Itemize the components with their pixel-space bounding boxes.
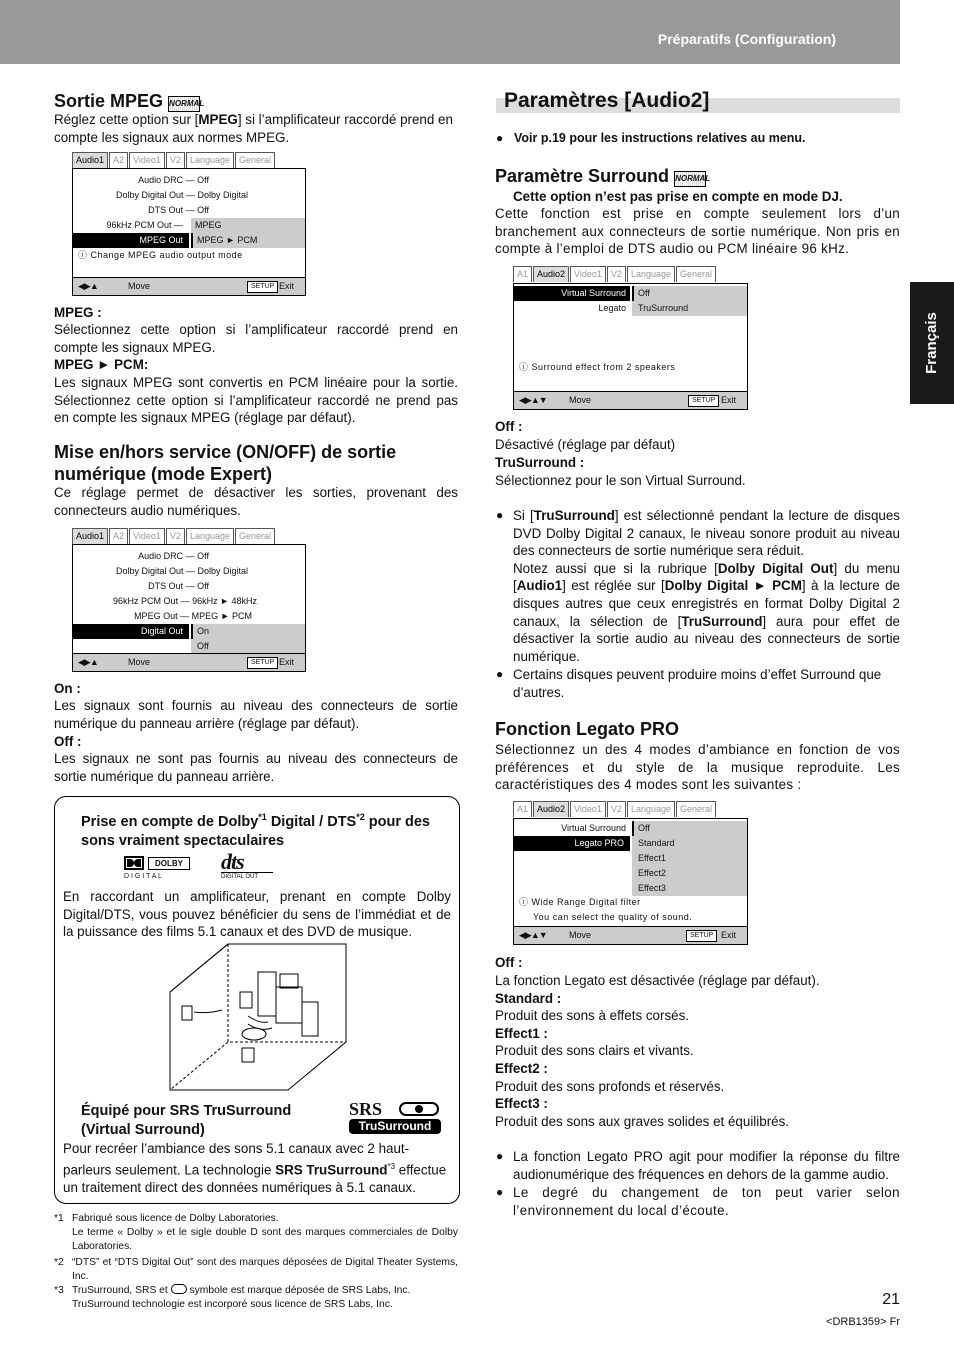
info-icon: ⓘ xyxy=(519,362,529,372)
surround-off-text: Désactivé (réglage par défaut) xyxy=(495,437,676,452)
sortie-mpeg-heading xyxy=(54,90,205,112)
double-d-icon xyxy=(124,856,144,870)
tab-video1[interactable]: Video1 xyxy=(570,801,606,817)
text-part: ] à la lecture de disques autres que ceux enregistrés en format Dolby Digital 2 canaux, la sélection de [ xyxy=(513,578,900,629)
text-part: ] est réglée sur [ xyxy=(562,578,665,594)
osd-option[interactable]: Effect2 xyxy=(632,866,747,881)
tab-a1[interactable]: A1 xyxy=(513,266,532,282)
standard-label xyxy=(495,990,561,1008)
label-text: Effect2 : xyxy=(495,1061,548,1076)
footnote-3-part: symbole est marque déposée de SRS Labs, Inc. xyxy=(186,1285,411,1296)
osd-selected-label[interactable]: Digital Out xyxy=(73,624,189,639)
arrow-keys-icon: ◀▶▲▼ xyxy=(519,395,547,405)
osd-navbar xyxy=(73,653,305,671)
tab-audio1[interactable]: Audio1 xyxy=(72,528,108,544)
tab-language[interactable]: Language xyxy=(627,801,675,817)
move-label: Move xyxy=(128,657,151,667)
label-text: Off : xyxy=(495,955,523,970)
footnote-ref: *3 xyxy=(387,1161,396,1171)
osd-row: DTS Out — Off xyxy=(148,205,209,215)
footnote-number: *2 xyxy=(54,1257,64,1268)
info-icon: ⓘ xyxy=(78,250,88,260)
osd-row-value: MPEG xyxy=(191,218,305,233)
label-text: Standard : xyxy=(495,991,562,1006)
intro-text: Réglez cette option sur [ xyxy=(54,112,199,127)
osd-selected-label[interactable]: Virtual Surround xyxy=(514,286,630,301)
setup-button-icon: SETUP xyxy=(247,657,278,669)
dts-wordmark: dts xyxy=(221,849,244,874)
audio2-title-bar xyxy=(496,88,900,114)
page-title: Paramètres [Audio2] xyxy=(504,89,710,112)
osd-option[interactable]: Standard xyxy=(632,836,747,851)
footnote-1b: Le terme « Dolby » et le sigle double D sont des marques commerciales de Dolby Laboratories. xyxy=(72,1227,458,1252)
tab-audio1[interactable]: Audio1 xyxy=(72,152,108,168)
tab-a2[interactable]: A2 xyxy=(109,528,128,544)
osd-panel xyxy=(72,544,306,672)
tab-language[interactable]: Language xyxy=(627,266,675,282)
surround-bullet-2-text: Certains disques peuvent produire moins d’effet Surround que d’autres. xyxy=(513,667,882,700)
osd-info-2: You can select the quality of sound. xyxy=(533,912,693,922)
text-bold: TruSurround xyxy=(533,508,615,523)
standard-text: Produit des sons à effets corsés. xyxy=(495,1008,690,1023)
menu-note-text: Voir p.19 pour les instructions relatives au menu. xyxy=(514,131,806,145)
surround-heading xyxy=(495,165,711,187)
osd-tabs xyxy=(513,266,717,282)
osd-navbar xyxy=(73,277,305,295)
bullet-icon: ● xyxy=(496,131,504,145)
label-text: Effect1 : xyxy=(495,1026,548,1041)
language-label: Français xyxy=(923,312,941,374)
mpeg-label xyxy=(54,304,102,322)
footnote-number: *3 xyxy=(54,1285,64,1296)
effect3-label xyxy=(495,1095,548,1113)
mpeg-label-text: MPEG : xyxy=(54,305,102,320)
tab-general[interactable]: General xyxy=(235,152,275,168)
setup-button-icon: SETUP xyxy=(688,395,719,407)
move-label: Move xyxy=(128,281,151,291)
osd-selected-label[interactable]: MPEG Out xyxy=(73,233,189,248)
legato-bullet-1-text: La fonction Legato PRO agit pour modifier la réponse du filtre audionumérique des fréquences en dehors de la gamme audio. xyxy=(513,1149,900,1182)
osd-option[interactable]: Effect1 xyxy=(632,851,747,866)
sortie-mpeg-title: Sortie MPEG xyxy=(54,91,164,111)
footnote-ref: *2 xyxy=(356,812,365,822)
osd-row: Audio DRC — Off xyxy=(138,175,209,185)
text-part: ] aura pour effet de désactiver la sortie audio au niveau des connecteurs de sortie numérique. xyxy=(513,613,900,664)
intro-text-2: ] si l’amplificateur raccordé prend en compte les signaux aux normes MPEG. xyxy=(54,112,453,145)
osd-info-text: Wide Range Digital filter xyxy=(531,897,641,907)
tab-v2[interactable]: V2 xyxy=(607,266,626,282)
footnote-3-part: TruSurround, SRS et xyxy=(72,1285,171,1296)
effect3-text: Produit des sons aux graves solides et équilibrés. xyxy=(495,1114,790,1129)
osd-option[interactable]: TruSurround xyxy=(632,301,747,316)
arrow-keys-icon: ◀▶▲ xyxy=(78,281,98,291)
bullet-icon: ● xyxy=(496,1185,504,1199)
on-label-text: On : xyxy=(54,681,81,696)
tab-general[interactable]: General xyxy=(676,266,716,282)
osd-tabs xyxy=(72,152,276,168)
dts-digital-out: DIGITAL OUT xyxy=(221,872,273,881)
srs-text-part: effectue un traitement direct des données numériques à 5.1 canaux. xyxy=(63,1162,447,1195)
srs-trusurround-logo xyxy=(349,1100,443,1136)
osd-row-label: Legato xyxy=(598,303,626,313)
tab-language[interactable]: Language xyxy=(186,152,234,168)
heading-part: pour des sons vraiment spectaculaires xyxy=(81,813,430,849)
move-label: Move xyxy=(569,930,592,940)
srs-text xyxy=(63,1140,451,1196)
osd-info-text: Surround effect from 2 speakers xyxy=(531,362,676,372)
srs-heading: Équipé pour SRS TruSurround (Virtual Surround) xyxy=(81,1103,292,1138)
footnote-number: *1 xyxy=(54,1213,64,1224)
off-text: Les signaux ne sont pas fournis au niveau des connecteurs de sortie numérique du panneau arrière. xyxy=(54,751,458,784)
tab-v2[interactable]: V2 xyxy=(607,801,626,817)
exit-label: Exit xyxy=(721,930,737,940)
heading-part: Digital / DTS xyxy=(266,813,357,830)
tab-a2[interactable]: A2 xyxy=(109,152,128,168)
srs-text-part: Pour recréer l’ambiance des sons 5.1 canaux avec 2 haut-parleurs seulement. La technologie xyxy=(63,1141,410,1178)
surround-title: Paramètre Surround xyxy=(495,166,670,186)
dolby-dts-text: En raccordant un amplificateur, prenant en compte Dolby Digital/DTS, vous pouvez bénéficier du sens de l’immédiat et de la puissance des films 5.1 canaux et des DVD de musique. xyxy=(63,889,451,940)
surround-off-label-text: Off : xyxy=(495,419,523,434)
dj-note-text: Cette option n’est pas prise en compte en mode DJ. xyxy=(513,189,843,204)
srs-circle-icon xyxy=(399,1102,439,1116)
osd-row-value: Off xyxy=(632,821,747,836)
tab-video1[interactable]: Video1 xyxy=(129,152,165,168)
pcm-label xyxy=(54,356,148,374)
surround-intro: Cette fonction est prise en compte seulement lors d’un branchement aux connecteurs de sortie numérique. Non pris en compte à l’emploi de DTS audio ou PCM linéaire 96 kHz. xyxy=(495,206,900,257)
osd-panel xyxy=(72,168,306,296)
off-label-text: Off : xyxy=(54,734,82,749)
trusurround-text: Sélectionnez pour le son Virtual Surround. xyxy=(495,473,746,488)
text-bold: Dolby Digital ► PCM xyxy=(664,578,802,594)
effect2-text: Produit des sons profonds et réservés. xyxy=(495,1079,725,1094)
tab-audio2[interactable]: Audio2 xyxy=(533,801,569,817)
numerique-intro: Ce réglage permet de désactiver les sorties, provenant des connecteurs audio numériques. xyxy=(54,485,458,518)
srs-wordmark: SRS xyxy=(349,1099,383,1119)
info-icon: ⓘ xyxy=(519,897,529,907)
language-tab xyxy=(910,282,954,404)
osd-navbar xyxy=(514,391,747,409)
osd-screen-mpeg xyxy=(72,152,306,296)
osd-row: MPEG Out — MPEG ► PCM xyxy=(134,611,252,621)
osd-tabs xyxy=(513,801,717,817)
mpeg-text: Sélectionnez cette option si l’amplificateur raccordé prend en compte les signaux MPEG. xyxy=(54,322,458,355)
footnote-2: “DTS” et “DTS Digital Out” sont des marques déposées de Digital Theater Systems, Inc. xyxy=(72,1257,458,1282)
document-code: <DRB1359> Fr xyxy=(826,1316,900,1328)
trusurround-label xyxy=(495,454,584,472)
footnote-1: Fabriqué sous licence de Dolby Laboratories. xyxy=(72,1213,279,1224)
dolby-dts-heading xyxy=(81,808,449,851)
text-bold: TruSurround xyxy=(681,613,763,629)
sortie-mpeg-intro xyxy=(54,111,458,146)
text-part: ] du menu [ xyxy=(513,560,900,594)
tab-language[interactable]: Language xyxy=(186,528,234,544)
exit-label: Exit xyxy=(279,657,295,667)
normal-mode-badge: NORMAL xyxy=(674,171,706,187)
osd-navbar xyxy=(514,926,747,944)
bullet-icon: ● xyxy=(496,508,504,522)
legato-heading: Fonction Legato PRO xyxy=(495,719,679,739)
surround-room-illustration xyxy=(168,942,348,1092)
header-bar xyxy=(0,0,900,64)
text-part: Notez aussi que si la rubrique [ xyxy=(513,560,718,576)
osd-row: Dolby Digital Out — Dolby Digital xyxy=(115,566,248,576)
osd-screen-surround xyxy=(513,266,748,410)
osd-selected-value[interactable]: Off xyxy=(632,286,747,301)
surround-off-label xyxy=(495,418,523,436)
osd-selected-label[interactable]: Legato PRO xyxy=(514,836,630,851)
osd-row: Dolby Digital Out — Dolby Digital xyxy=(115,190,248,200)
numerique-heading: Mise en/hors service (ON/OFF) de sortie numérique (mode Expert) xyxy=(54,442,397,484)
effect2-label xyxy=(495,1060,548,1078)
normal-mode-badge: NORMAL xyxy=(168,96,200,112)
osd-option[interactable]: Off xyxy=(191,639,305,654)
legato-off-text: La fonction Legato est désactivée (réglage par défaut). xyxy=(495,973,820,988)
exit-label: Exit xyxy=(279,281,295,291)
move-label: Move xyxy=(569,395,592,405)
osd-screen-digital-out xyxy=(72,528,306,672)
pcm-text: Les signaux MPEG sont convertis en PCM linéaire pour la sortie. Sélectionnez cette option si l’amplificateur raccordé ne prend pas en compte les signaux MPEG (réglage par défaut). xyxy=(54,375,458,426)
footnote-3b: TruSurround technologie est incorporé sous licence de SRS Labs, Inc. xyxy=(72,1299,393,1310)
osd-panel xyxy=(513,283,748,410)
on-label xyxy=(54,680,81,698)
footnote-ref: *1 xyxy=(258,812,267,822)
tab-video1[interactable]: Video1 xyxy=(570,266,606,282)
footnote-3 xyxy=(72,1284,458,1298)
osd-selected-value[interactable]: On xyxy=(191,624,305,639)
intro-bold: MPEG xyxy=(198,112,238,127)
osd-info xyxy=(78,250,243,261)
arrow-keys-icon: ◀▶▲▼ xyxy=(519,930,547,940)
osd-row: 96kHz PCM Out — 96kHz ► 48kHz xyxy=(113,596,257,606)
trusurround-wordmark: TruSurround xyxy=(349,1119,441,1134)
osd-row: Audio DRC — Off xyxy=(138,551,209,561)
text-part: ] est sélectionné pendant la lecture de disques DVD Dolby Digital 2 canaux, le niveau sonore produit au niveau des connecteurs de sortie numérique sera réduit. xyxy=(513,508,901,559)
text-part: Si [ xyxy=(513,508,534,523)
osd-selected-value[interactable]: MPEG ► PCM xyxy=(191,233,305,248)
osd-option[interactable]: Effect3 xyxy=(632,881,747,896)
page-number: 21 xyxy=(882,1291,900,1308)
osd-screen-legato xyxy=(513,801,748,945)
bullet-icon: ● xyxy=(496,1149,504,1163)
pcm-label-text: MPEG ► PCM: xyxy=(54,357,149,372)
label-text: Effect3 : xyxy=(495,1096,548,1111)
text-bold: Audio1 xyxy=(516,578,563,594)
legato-intro: Sélectionnez un des 4 modes d’ambiance en fonction de vos préférences et du style de la musique reproduite. Les caractéristiques des 4 modes sont les suivantes : xyxy=(495,742,900,793)
osd-info xyxy=(519,362,675,373)
dts-logo xyxy=(221,849,273,880)
heading-part: Prise en compte de Dolby xyxy=(81,813,259,830)
osd-info-text: Change MPEG audio output mode xyxy=(90,250,243,260)
effect1-label xyxy=(495,1025,548,1043)
tab-a1[interactable]: A1 xyxy=(513,801,532,817)
tab-audio2[interactable]: Audio2 xyxy=(533,266,569,282)
tab-v2[interactable]: V2 xyxy=(166,152,185,168)
effect1-text: Produit des sons clairs et vivants. xyxy=(495,1043,694,1058)
surround-bullet-1-text xyxy=(513,507,900,665)
osd-info xyxy=(519,897,641,908)
dolby-wordmark: DOLBY xyxy=(148,857,190,870)
osd-tabs xyxy=(72,528,276,544)
legato-off-label xyxy=(495,954,523,972)
tab-general[interactable]: General xyxy=(676,801,716,817)
off-label xyxy=(54,733,82,751)
setup-button-icon: SETUP xyxy=(247,281,278,293)
exit-label: Exit xyxy=(721,395,737,405)
tab-v2[interactable]: V2 xyxy=(166,528,185,544)
osd-panel xyxy=(513,818,748,945)
legato-bullet-2-text: Le degré du changement de ton peut varier selon l’environnement du local d’écoute. xyxy=(513,1185,900,1218)
dolby-digital-logo xyxy=(124,856,190,882)
digital-wordmark: D I G I T A L xyxy=(124,873,162,880)
arrow-keys-icon: ◀▶▲ xyxy=(78,657,98,667)
tab-general[interactable]: General xyxy=(235,528,275,544)
on-text: Les signaux sont fournis au niveau des connecteurs de sortie numérique du panneau arrière (réglage par défaut). xyxy=(54,698,458,731)
dj-note xyxy=(513,188,843,206)
srs-symbol-icon xyxy=(171,1284,187,1294)
text-bold: Dolby Digital Out xyxy=(717,560,834,576)
bullet-icon: ● xyxy=(496,667,504,681)
osd-row-label: Virtual Surround xyxy=(561,823,626,833)
osd-row: DTS Out — Off xyxy=(148,581,209,591)
tab-video1[interactable]: Video1 xyxy=(129,528,165,544)
setup-button-icon: SETUP xyxy=(686,930,717,942)
trusurround-label-text: TruSurround : xyxy=(495,455,585,470)
osd-row: 96kHz PCM Out — xyxy=(106,220,183,230)
section-title: Préparatifs (Configuration) xyxy=(657,31,836,47)
srs-text-bold: SRS TruSurround xyxy=(275,1162,388,1178)
